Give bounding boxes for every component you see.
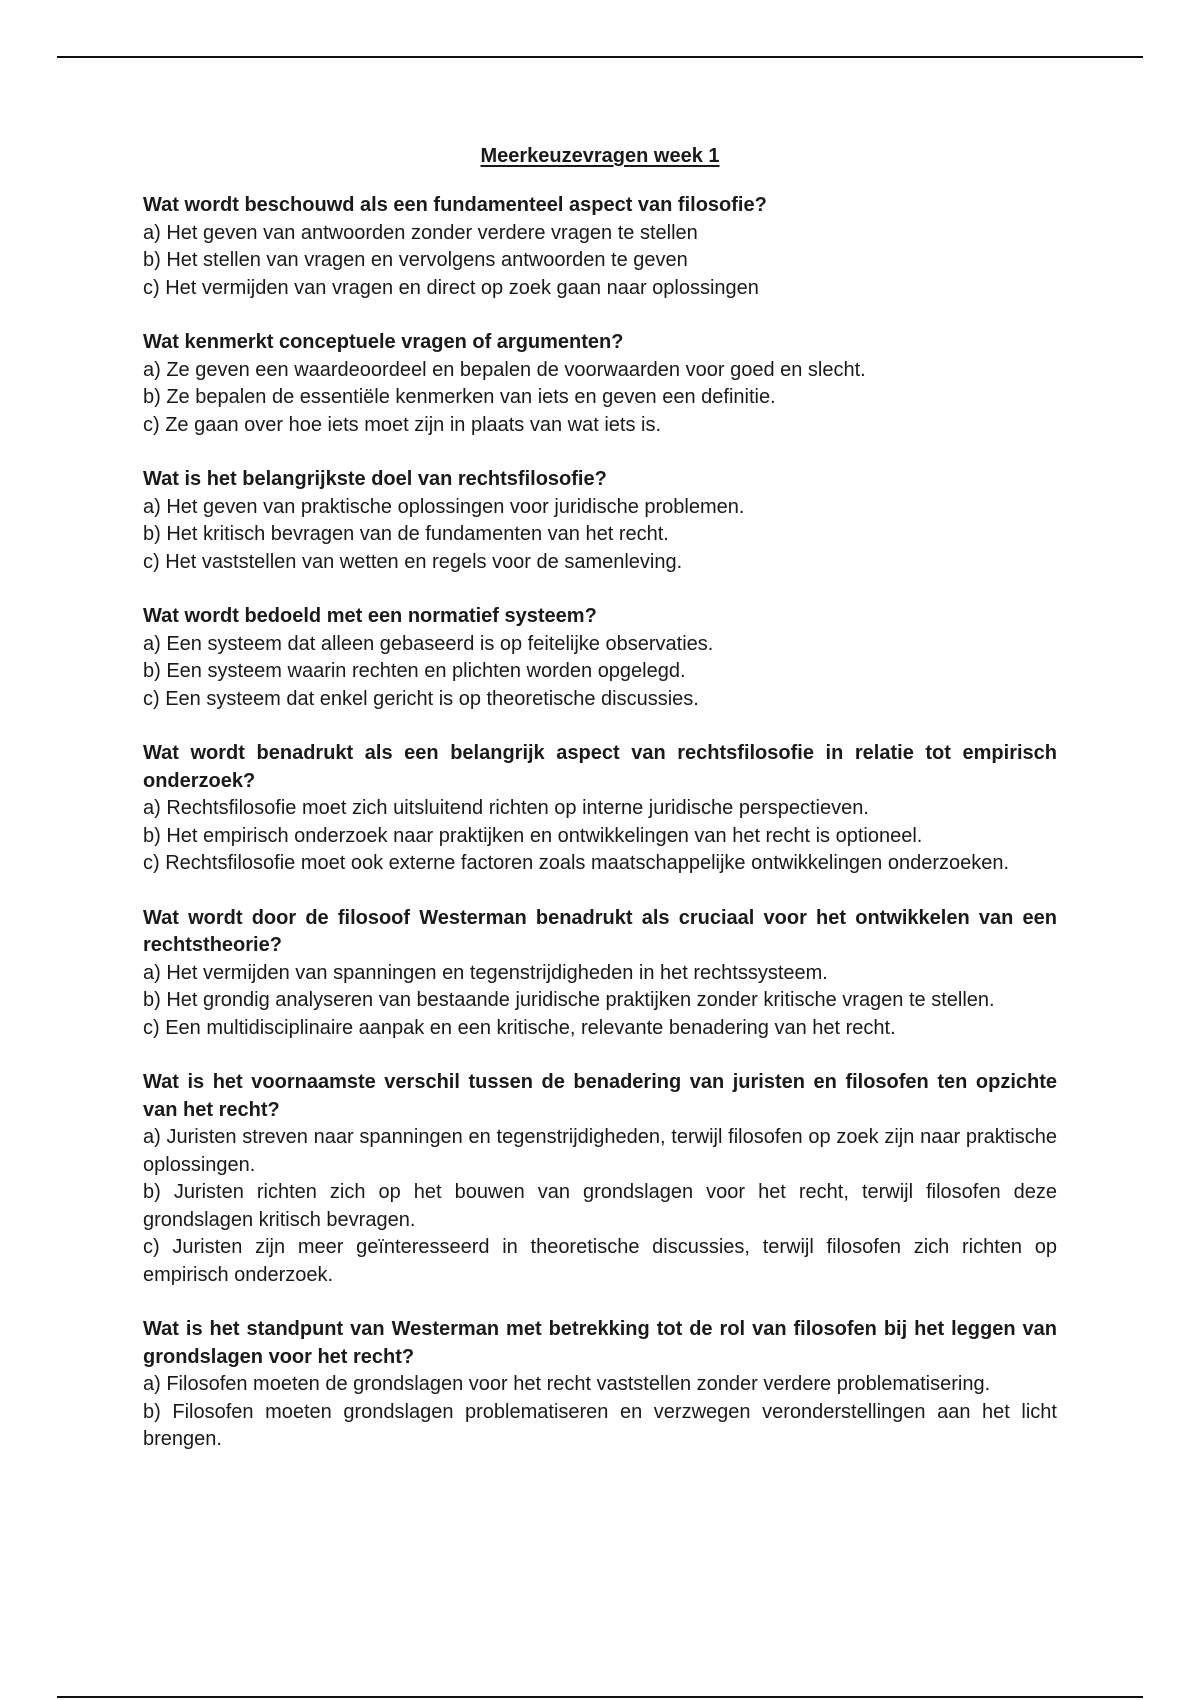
question-text: Wat kenmerkt conceptuele vragen of argumenten?: [143, 331, 624, 353]
answer-option-a: a) Een systeem dat alleen gebaseerd is op feitelijke observaties.: [143, 632, 714, 655]
question-text: Wat wordt benadrukt als een belangrijk aspect van rechtsfilosofie in relatie tot empirisch onderzoek?: [143, 742, 1057, 792]
document-title: Meerkeuzevragen week 1: [480, 145, 720, 167]
answer-option-c: c) Juristen zijn meer geïnteresseerd in theoretische discussies, terwijl filosofen zich richten op empirisch onderzoek.: [143, 1236, 1057, 1286]
answer-option-c: c) Een systeem dat enkel gericht is op theoretische discussies.: [143, 687, 699, 710]
question-block: [143, 1316, 1057, 1454]
answer-option-b: b) Filosofen moeten grondslagen problematiseren en verzwegen veronderstellingen aan het licht brengen.: [143, 1400, 1057, 1450]
document-body: [143, 142, 1057, 1481]
question-text: Wat is het standpunt van Westerman met betrekking tot de rol van filosofen bij het leggen van grondslagen voor het recht?: [143, 1318, 1057, 1368]
question-block: [143, 466, 1057, 576]
question-block: [143, 192, 1057, 302]
question-block: [143, 603, 1057, 713]
answer-option-b: b) Het kritisch bevragen van de fundamenten van het recht.: [143, 523, 669, 545]
question-text: Wat wordt beschouwd als een fundamenteel aspect van filosofie?: [143, 194, 767, 216]
answer-option-c: c) Rechtsfilosofie moet ook externe factoren zoals maatschappelijke ontwikkelingen onderzoeken.: [143, 852, 1010, 874]
question-block: [143, 1069, 1057, 1289]
answer-option-c: c) Een multidisciplinaire aanpak en een kritische, relevante benadering van het recht.: [143, 1016, 896, 1039]
answer-option-b: b) Het grondig analyseren van bestaande juridische praktijken zonder kritische vragen te stellen.: [143, 989, 995, 1011]
answer-option-b: b) Juristen richten zich op het bouwen van grondslagen voor het recht, terwijl filosofen deze grondslagen kritisch bevragen.: [143, 1181, 1057, 1231]
answer-option-a: a) Het geven van antwoorden zonder verdere vragen te stellen: [143, 221, 698, 244]
footer-rule: [57, 1696, 1143, 1698]
answer-option-a: a) Het vermijden van spanningen en tegenstrijdigheden in het rechtssysteem.: [143, 961, 828, 984]
answer-option-c: c) Het vaststellen van wetten en regels voor de samenleving.: [143, 550, 683, 573]
question-text: Wat wordt door de filosoof Westerman benadrukt als cruciaal voor het ontwikkelen van een rechtstheorie?: [143, 906, 1057, 956]
answer-option-c: c) Ze gaan over hoe iets moet zijn in plaats van wat iets is.: [143, 413, 662, 436]
answer-option-a: a) Juristen streven naar spanningen en tegenstrijdigheden, terwijl filosofen op zoek zijn naar praktische oplossingen.: [143, 1126, 1057, 1176]
question-text: Wat is het belangrijkste doel van rechtsfilosofie?: [143, 468, 607, 490]
answer-option-a: a) Het geven van praktische oplossingen voor juridische problemen.: [143, 495, 745, 518]
question-text: Wat wordt bedoeld met een normatief systeem?: [143, 605, 597, 627]
answer-option-c: c) Het vermijden van vragen en direct op zoek gaan naar oplossingen: [143, 276, 759, 299]
question-block: [143, 905, 1057, 1043]
answer-option-a: a) Rechtsfilosofie moet zich uitsluitend richten op interne juridische perspectieven.: [143, 797, 869, 819]
header-rule: [57, 56, 1143, 58]
answer-option-b: b) Een systeem waarin rechten en plichten worden opgelegd.: [143, 660, 686, 682]
question-text: Wat is het voornaamste verschil tussen de benadering van juristen en filosofen ten opzichte van het recht?: [143, 1071, 1057, 1121]
answer-option-b: b) Ze bepalen de essentiële kenmerken van iets en geven een definitie.: [143, 386, 776, 408]
question-block: [143, 329, 1057, 439]
answer-option-a: a) Filosofen moeten de grondslagen voor het recht vaststellen zonder verdere problematisering.: [143, 1373, 991, 1395]
question-block: [143, 740, 1057, 878]
answer-option-b: b) Het empirisch onderzoek naar praktijken en ontwikkelingen van het recht is optioneel.: [143, 824, 923, 847]
answer-option-b: b) Het stellen van vragen en vervolgens antwoorden te geven: [143, 249, 688, 271]
answer-option-a: a) Ze geven een waardeoordeel en bepalen de voorwaarden voor goed en slecht.: [143, 358, 866, 381]
